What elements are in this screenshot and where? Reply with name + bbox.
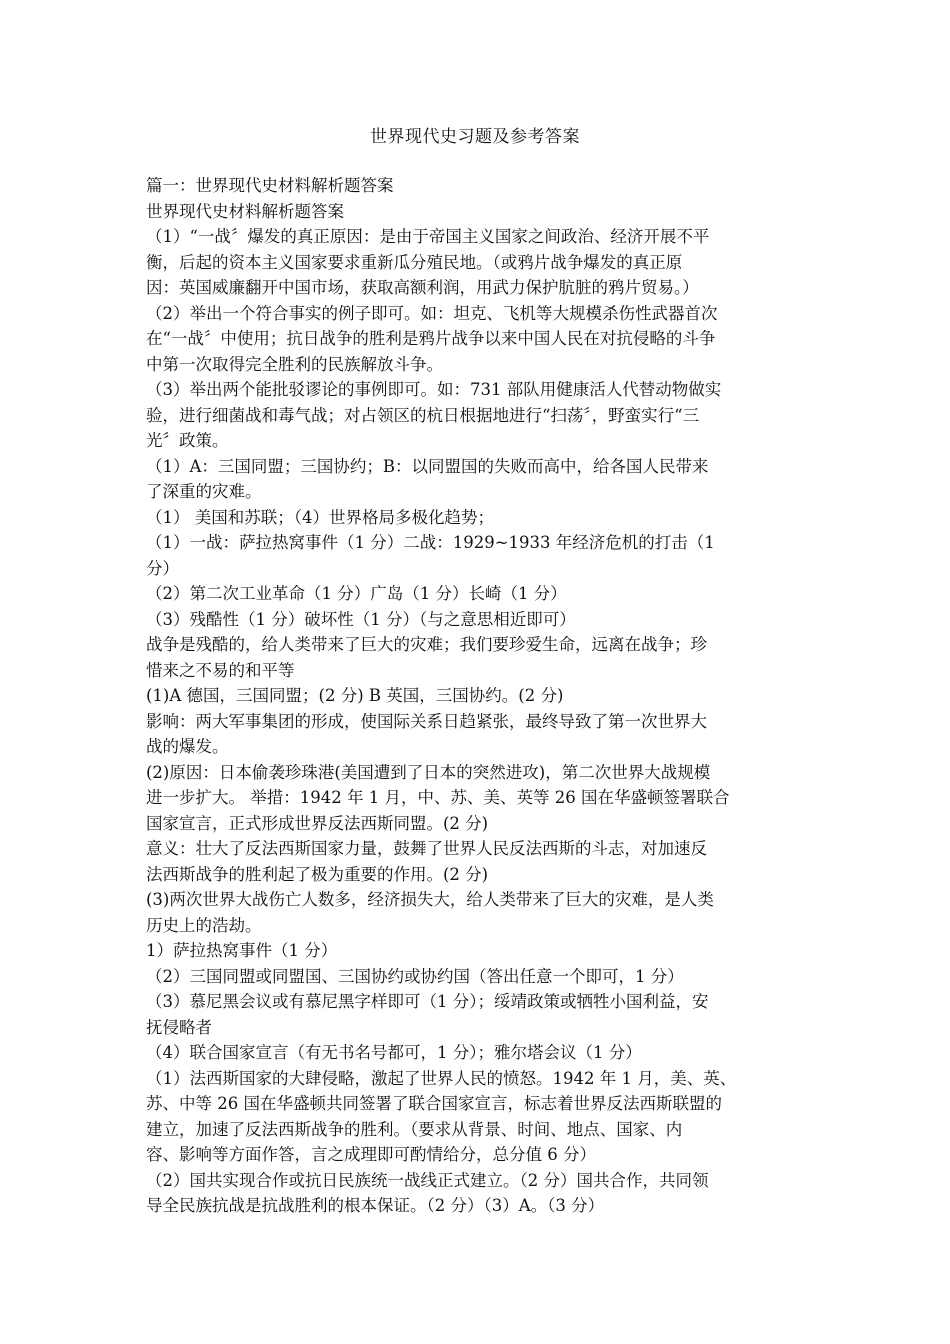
- text-line: 苏、中等 26 国在华盛顿共同签署了联合国家宣言，标志着世界反法西斯联盟的: [146, 1094, 722, 1113]
- text-line: 衡，后起的资本主义国家要求重新瓜分殖民地。（或鸦片战争爆发的真正原: [146, 252, 683, 272]
- text-line: 影响：两大军事集团的形成，使国际关系日趋紧张，最终导致了第一次世界大: [146, 711, 707, 731]
- text-line: 容、影响等方面作答，言之成理即可酌情给分，总分值 6 分）: [146, 1145, 596, 1164]
- text-line: （2）三国同盟或同盟国、三国协约或协约国（答出任意一个即可，1 分）: [146, 966, 684, 986]
- text-line: 世界现代史材料解析题答案: [146, 201, 344, 221]
- text-line: 了深重的灾难。: [146, 482, 262, 501]
- text-line: 惜来之不易的和平等: [146, 660, 295, 680]
- text-line: 国家宣言，正式形成世界反法西斯同盟。(2 分): [146, 813, 489, 833]
- text-line: （1）“一战〞爆发的真正原因：是由于帝国主义国家之间政治、经济开展不平: [146, 227, 710, 246]
- text-line: （1）A：三国同盟；三国协约；B：以同盟国的失败而高中，给各国人民带来: [146, 456, 709, 476]
- text-line: （3）残酷性（1 分）破坏性（1 分）（与之意思相近即可）: [146, 609, 576, 629]
- text-line: （4）联合国家宣言（有无书名号都可，1 分）；雅尔塔会议（1 分）: [146, 1043, 642, 1062]
- text-line: (3)两次世界大战伤亡人数多，经济损失大，给人类带来了巨大的灾难，是人类: [146, 890, 714, 909]
- text-line: 光〞政策。: [146, 431, 229, 450]
- text-line: 在“一战〞中使用；抗日战争的胜利是鸦片战争以来中国人民在对抗侵略的斗争: [146, 329, 716, 348]
- text-line: 验，进行细菌战和毒气战；对占领区的杭日根据地进行“扫荡〞，野蛮实行“三: [146, 405, 700, 425]
- text-line: （2）第二次工业革命（1 分）广岛（1 分）长崎（1 分）: [146, 584, 567, 603]
- text-line: 法西斯战争的胜利起了极为重要的作用。(2 分): [146, 864, 489, 884]
- text-line: （2）国共实现合作或抗日民族统一战线正式建立。（2 分）国共合作，共同领: [146, 1170, 709, 1190]
- document-body: [146, 173, 806, 1219]
- text-line: 建立，加速了反法西斯战争的胜利。（要求从背景、时间、地点、国家、内: [146, 1119, 683, 1139]
- text-line: （1）法西斯国家的大肆侵略，激起了世界人民的愤怒。1942 年 1 月，美、英、: [146, 1068, 737, 1088]
- document-title: 世界现代史习题及参考答案: [370, 127, 580, 147]
- text-line: （2）举出一个符合事实的例子即可。如：坦克、飞机等大规模杀伤性武器首次: [146, 303, 718, 323]
- text-line: （1） 美国和苏联；（4）世界格局多极化趋势；: [146, 507, 494, 527]
- text-line: 战争是残酷的，给人类带来了巨大的灾难；我们要珍爱生命，远离在战争；珍: [146, 635, 707, 654]
- text-line: 历史上的浩劫。: [146, 915, 262, 935]
- text-line: （3）慕尼黑会议或有慕尼黑字样即可（1 分）；绥靖政策或牺牲小国利益，安: [146, 992, 709, 1011]
- text-line: (2)原因：日本偷袭珍珠港(美国遭到了日本的突然进攻)，第二次世界大战规模: [146, 762, 711, 782]
- text-line: 中第一次取得完全胜利的民族解放斗争。: [146, 354, 443, 374]
- text-line: (1)A 德国，三国同盟；(2 分) B 英国，三国协约。(2 分): [146, 686, 564, 705]
- text-line: 因：英国威廉翻开中国市场，获取高额利润，用武力保护肮脏的鸦片贸易。）: [146, 278, 699, 297]
- text-line: （1）一战：萨拉热窝事件（1 分）二战：1929~1933 年经济危机的打击（1: [146, 533, 715, 552]
- text-line: （3）举出两个能批驳谬论的事例即可。如：731 部队用健康活人代替动物做实: [146, 380, 722, 399]
- text-line: 导全民族抗战是抗战胜利的根本保证。（2 分）（3）A。（3 分）: [146, 1196, 605, 1215]
- text-line: 战的爆发。: [146, 737, 229, 756]
- text-line: 进一步扩大。 举措：1942 年 1 月，中、苏、美、英等 26 国在华盛顿签署联合: [146, 788, 730, 807]
- text-line: 意义：壮大了反法西斯国家力量，鼓舞了世界人民反法西斯的斗志，对加速反: [146, 839, 707, 858]
- text-line: 分）: [146, 558, 179, 578]
- text-line: 1）萨拉热窝事件（1 分）: [146, 941, 338, 960]
- text-line: 篇一：世界现代史材料解析题答案: [146, 176, 394, 195]
- text-line: 抚侵略者: [146, 1017, 212, 1037]
